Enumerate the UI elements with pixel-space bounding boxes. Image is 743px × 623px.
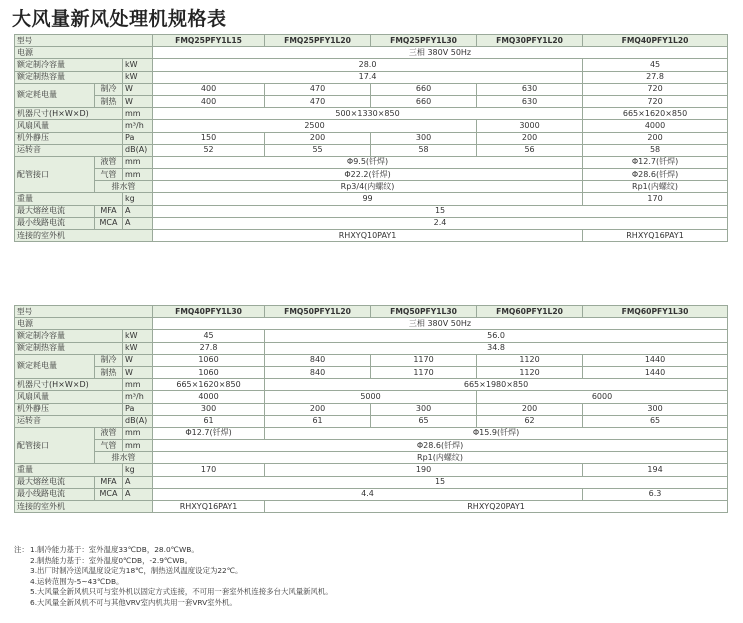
unit-label: dB(A): [123, 144, 153, 156]
model-name: FMQ60PFY1L30: [583, 306, 728, 318]
sub-label: 液管: [95, 427, 123, 439]
table-row: [15, 144, 728, 156]
table-row: [15, 71, 728, 83]
table-header-row: [15, 306, 728, 318]
sub-label: 制热: [95, 366, 123, 378]
cell-value: 720: [583, 95, 728, 107]
cell-value: 150: [153, 132, 265, 144]
cell-value: 56: [477, 144, 583, 156]
cell-value: 470: [265, 95, 371, 107]
row-label: 机外静压: [15, 403, 123, 415]
row-label: 额定耗电量: [15, 354, 95, 378]
table-row: [15, 354, 728, 366]
row-label: 最大熔丝电流: [15, 476, 95, 488]
unit-label: W: [123, 366, 153, 378]
cell-value: Rp3/4(内螺纹): [153, 181, 583, 193]
cell-value: 5000: [265, 391, 477, 403]
row-label: 最小线路电流: [15, 488, 95, 500]
cell-value: 2500: [153, 120, 477, 132]
row-label: 重量: [15, 464, 123, 476]
table-row: [15, 193, 728, 205]
cell-value: Φ12.7(钎焊): [583, 156, 728, 168]
row-label: 配管接口: [15, 427, 95, 464]
model-name: FMQ25PFY1L20: [265, 35, 371, 47]
row-label: 运转音: [15, 415, 123, 427]
cell-value: 4000: [153, 391, 265, 403]
row-label: 机外静压: [15, 132, 123, 144]
spec-table-2: [14, 305, 728, 513]
cell-value: 400: [153, 83, 265, 95]
row-label: 连接的室外机: [15, 230, 153, 242]
table-row: [15, 120, 728, 132]
table-row: [15, 318, 728, 330]
table-row: [15, 464, 728, 476]
cell-value: 170: [583, 193, 728, 205]
model-name: FMQ50PFY1L30: [371, 306, 477, 318]
cell-value: 6.3: [583, 488, 728, 500]
row-label: 电源: [15, 47, 153, 59]
sub-label: 气管: [95, 169, 123, 181]
notes-heading: 注：: [14, 545, 29, 554]
table-row: [15, 169, 728, 181]
sub-label: MFA: [95, 205, 123, 217]
model-name: FMQ50PFY1L20: [265, 306, 371, 318]
cell-value: 1120: [477, 354, 583, 366]
cell-value: 665×1620×850: [153, 379, 265, 391]
cell-value: 1170: [371, 354, 477, 366]
unit-label: mm: [123, 427, 153, 439]
model-name: FMQ40PFY1L20: [583, 35, 728, 47]
cell-value: 840: [265, 354, 371, 366]
table-row: [15, 342, 728, 354]
cell-value: 28.0: [153, 59, 583, 71]
table-row: [15, 95, 728, 107]
table-row: [15, 366, 728, 378]
model-label: 型号: [15, 35, 153, 47]
cell-value: 300: [153, 403, 265, 415]
cell-value: 99: [153, 193, 583, 205]
cell-value: 194: [583, 464, 728, 476]
unit-label: mm: [123, 169, 153, 181]
table-row: [15, 83, 728, 95]
row-label: 风扇风量: [15, 391, 123, 403]
unit-label: Pa: [123, 132, 153, 144]
cell-value: RHXYQ16PAY1: [583, 230, 728, 242]
table-row: [15, 379, 728, 391]
note-item: 3.出厂时制冷送风温度设定为18℃，制热送风温度设定为22℃。: [30, 566, 243, 576]
table-row: [15, 217, 728, 229]
table-row: [15, 452, 728, 464]
cell-value: 15: [153, 205, 728, 217]
cell-value: 665×1620×850: [583, 108, 728, 120]
unit-label: A: [123, 217, 153, 229]
cell-value: 1170: [371, 366, 477, 378]
table-row: [15, 205, 728, 217]
table-row: [15, 132, 728, 144]
cell-value: 27.8: [153, 342, 265, 354]
model-name: FMQ30PFY1L20: [477, 35, 583, 47]
model-label: 型号: [15, 306, 153, 318]
cell-value: RHXYQ20PAY1: [265, 501, 728, 513]
row-label: 运转音: [15, 144, 123, 156]
unit-label: W: [123, 95, 153, 107]
spec-table-1: [14, 34, 728, 242]
unit-label: kW: [123, 59, 153, 71]
unit-label: W: [123, 83, 153, 95]
cell-value: Φ9.5(钎焊): [153, 156, 583, 168]
cell-value: 470: [265, 83, 371, 95]
unit-label: kW: [123, 71, 153, 83]
note-item: 2.制热能力基于：室外温度0℃DB，-2.9℃WB。: [30, 555, 192, 565]
table-row: [15, 440, 728, 452]
unit-label: kW: [123, 330, 153, 342]
table-row: [15, 330, 728, 342]
cell-value: 200: [477, 132, 583, 144]
cell-value: 62: [477, 415, 583, 427]
row-label: 额定制热容量: [15, 342, 123, 354]
note-item: 4.运转范围为-5~43℃DB。: [30, 576, 124, 586]
model-name: FMQ25PFY1L30: [371, 35, 477, 47]
cell-value: 65: [583, 415, 728, 427]
cell-value: RHXYQ10PAY1: [153, 230, 583, 242]
cell-value: 27.8: [583, 71, 728, 83]
cell-value: Φ28.6(钎焊): [583, 169, 728, 181]
cell-value: Φ12.7(钎焊): [153, 427, 265, 439]
sub-label: 制冷: [95, 354, 123, 366]
sub-label: 气管: [95, 440, 123, 452]
notes-list: [30, 545, 333, 609]
table-row: [15, 230, 728, 242]
cell-value: 3000: [477, 120, 583, 132]
unit-label: A: [123, 205, 153, 217]
cell-value: Φ28.6(钎焊): [153, 440, 728, 452]
table-row: [15, 108, 728, 120]
cell-value: 2.4: [153, 217, 728, 229]
cell-value: 1060: [153, 354, 265, 366]
cell-value: 56.0: [265, 330, 728, 342]
table-row: [15, 391, 728, 403]
cell-value: 400: [153, 95, 265, 107]
table-row: [15, 181, 728, 193]
sub-label: 制热: [95, 95, 123, 107]
cell-value: Rp1(内螺纹): [583, 181, 728, 193]
cell-value: 45: [153, 330, 265, 342]
cell-value: 17.4: [153, 71, 583, 83]
row-label: 重量: [15, 193, 123, 205]
note-item: 5.大风量全新风机只可与室外机以固定方式连接，不可用一套室外机连接多台大风量新风机。: [30, 587, 333, 597]
cell-value: 45: [583, 59, 728, 71]
table-row: [15, 427, 728, 439]
note-item: 6.大风量全新风机不可与其他VRV室内机共用一套VRV室外机。: [30, 597, 237, 607]
row-label: 连接的室外机: [15, 501, 153, 513]
cell-value: 665×1980×850: [265, 379, 728, 391]
sub-label: 排水管: [95, 452, 153, 464]
table-row: [15, 415, 728, 427]
cell-value: 58: [371, 144, 477, 156]
table-row: [15, 501, 728, 513]
cell-value: 170: [153, 464, 265, 476]
table-row: [15, 156, 728, 168]
model-name: FMQ40PFY1L30: [153, 306, 265, 318]
cell-value: 190: [265, 464, 583, 476]
row-label: 额定制热容量: [15, 71, 123, 83]
unit-label: A: [123, 488, 153, 500]
cell-value: 4000: [583, 120, 728, 132]
cell-value: 65: [371, 415, 477, 427]
cell-value: 630: [477, 83, 583, 95]
row-label: 电源: [15, 318, 153, 330]
model-name: FMQ60PFY1L20: [477, 306, 583, 318]
row-label: 额定制冷容量: [15, 330, 123, 342]
row-label: 最大熔丝电流: [15, 205, 95, 217]
cell-value: 6000: [477, 391, 728, 403]
unit-label: mm: [123, 379, 153, 391]
cell-value: 720: [583, 83, 728, 95]
sub-label: 制冷: [95, 83, 123, 95]
cell-value: 4.4: [153, 488, 583, 500]
unit-label: kg: [123, 193, 153, 205]
unit-label: W: [123, 354, 153, 366]
cell-value: RHXYQ16PAY1: [153, 501, 265, 513]
sub-label: 排水管: [95, 181, 153, 193]
cell-value: 660: [371, 95, 477, 107]
cell-value: 200: [265, 403, 371, 415]
unit-label: Pa: [123, 403, 153, 415]
sub-label: MCA: [95, 217, 123, 229]
cell-value: Φ15.9(钎焊): [265, 427, 728, 439]
table-row: [15, 488, 728, 500]
table-row: [15, 476, 728, 488]
unit-label: mm: [123, 108, 153, 120]
cell-value: 58: [583, 144, 728, 156]
unit-label: A: [123, 476, 153, 488]
unit-label: m³/h: [123, 391, 153, 403]
row-label: 配管接口: [15, 156, 95, 193]
sub-label: MFA: [95, 476, 123, 488]
page-title: 大风量新风处理机规格表: [12, 8, 227, 30]
row-label: 最小线路电流: [15, 217, 95, 229]
unit-label: mm: [123, 156, 153, 168]
cell-value: 61: [265, 415, 371, 427]
cell-value: 630: [477, 95, 583, 107]
note-item: 1.制冷能力基于：室外温度33℃DB，28.0℃WB。: [30, 545, 199, 554]
cell-value: 1440: [583, 354, 728, 366]
cell-value: 15: [153, 476, 728, 488]
row-label: 机器尺寸(H×W×D): [15, 108, 123, 120]
cell-value: 660: [371, 83, 477, 95]
cell-value: Φ22.2(钎焊): [153, 169, 583, 181]
cell-value: 52: [153, 144, 265, 156]
table-row: [15, 403, 728, 415]
unit-label: kg: [123, 464, 153, 476]
cell-value: 三相 380V 50Hz: [153, 318, 728, 330]
table-row: [15, 47, 728, 59]
unit-label: dB(A): [123, 415, 153, 427]
cell-value: 300: [371, 132, 477, 144]
row-label: 风扇风量: [15, 120, 123, 132]
cell-value: 1060: [153, 366, 265, 378]
cell-value: 500×1330×850: [153, 108, 583, 120]
cell-value: Rp1(内螺纹): [153, 452, 728, 464]
unit-label: m³/h: [123, 120, 153, 132]
cell-value: 200: [265, 132, 371, 144]
table-header-row: [15, 35, 728, 47]
cell-value: 1120: [477, 366, 583, 378]
sub-label: MCA: [95, 488, 123, 500]
row-label: 额定耗电量: [15, 83, 95, 107]
cell-value: 三相 380V 50Hz: [153, 47, 728, 59]
row-label: 机器尺寸(H×W×D): [15, 379, 123, 391]
cell-value: 200: [477, 403, 583, 415]
cell-value: 61: [153, 415, 265, 427]
cell-value: 300: [371, 403, 477, 415]
cell-value: 1440: [583, 366, 728, 378]
cell-value: 840: [265, 366, 371, 378]
table-row: [15, 59, 728, 71]
unit-label: kW: [123, 342, 153, 354]
cell-value: 55: [265, 144, 371, 156]
cell-value: 200: [583, 132, 728, 144]
model-name: FMQ25PFY1L15: [153, 35, 265, 47]
row-label: 额定制冷容量: [15, 59, 123, 71]
cell-value: 300: [583, 403, 728, 415]
sub-label: 液管: [95, 156, 123, 168]
unit-label: mm: [123, 440, 153, 452]
cell-value: 34.8: [265, 342, 728, 354]
